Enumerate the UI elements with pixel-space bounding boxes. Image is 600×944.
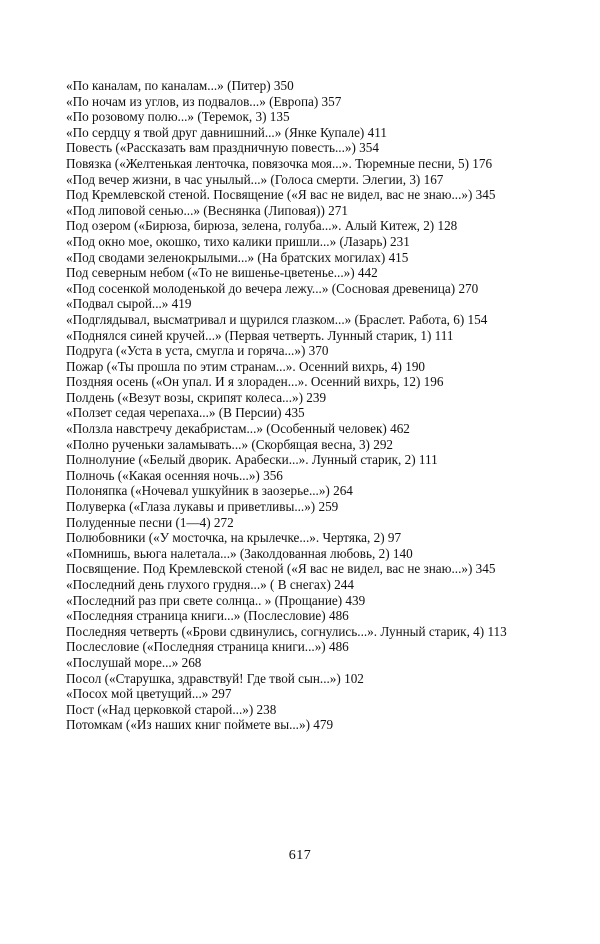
index-entry: «Подглядывал, высматривал и щурился глазком...» (Браслет. Работа, 6) 154 — [66, 311, 488, 327]
index-entry: «Последняя страница книги...» (Послесловие) 486 — [66, 608, 349, 624]
page-number: 617 — [288, 848, 312, 863]
index-entry: «Под липовой сенью...» (Веснянка (Липовая)) 271 — [66, 202, 348, 218]
index-entry: Пост («Над церковкой старой...») 238 — [66, 701, 277, 717]
index-entry: Поздняя осень («Он упал. И я злораден...». Осенний вихрь, 12) 196 — [66, 374, 444, 390]
index-entry: «Посох мой цветущий...» 297 — [66, 686, 232, 702]
index-entry: Полнолуние («Белый дворик. Арабески...». Лунный старик, 2) 111 — [66, 452, 438, 468]
index-entry: Послесловие («Последняя страница книги...») 486 — [66, 639, 349, 655]
index-entry: «Ползет седая черепаха...» (В Персии) 435 — [66, 405, 305, 421]
index-entry: «Подвал сырой...» 419 — [66, 296, 192, 312]
index-entry: Под северным небом («То не вишенье-цветенье...») 442 — [66, 265, 378, 281]
index-entry: «Под сосенкой молоденькой до вечера лежу...» (Сосновая древеница) 270 — [66, 280, 479, 296]
index-entry: «По каналам, по каналам...» (Питер) 350 — [66, 78, 294, 93]
index-entry: «По сердцу я твой друг давнишний...» (Янке Купале) 411 — [66, 124, 387, 140]
index-entry: «Поднялся синей кручей...» (Первая четверть. Лунный старик, 1) 111 — [66, 327, 454, 343]
index-entry: Пожар («Ты прошла по этим странам...». Осенний вихрь, 4) 190 — [66, 358, 426, 374]
index-entry: «Последний день глухого грудня...» ( В снегах) 244 — [66, 577, 354, 592]
index-list — [66, 78, 536, 733]
index-entry: «Под окно мое, окошко, тихо калики пришли...» (Лазарь) 231 — [66, 233, 410, 249]
index-entry: Полуденные песни (1—4) 272 — [66, 514, 234, 530]
index-entry: «Последний раз при свете солнца.. » (Прощание) 439 — [66, 592, 366, 608]
index-entry: «Полно рученьки заламывать...» (Скорбящая весна, 3) 292 — [66, 436, 394, 452]
index-entry: Под озером («Бирюза, бирюза, зелена, голуба...». Алый Китеж, 2) 128 — [66, 218, 458, 234]
index-entry: Последняя четверть («Брови сдвинулись, согнулись...». Лунный старик, 4) 113 — [66, 623, 507, 639]
index-entry: Полночь («Какая осенняя ночь...») 356 — [66, 467, 283, 483]
index-entry: «Под вечер жизни, в час унылый...» (Голоса смерти. Элегии, 3) 167 — [66, 171, 444, 187]
index-entry: «Под сводами зеленокрылыми...» (На братских могилах) 415 — [66, 249, 409, 265]
index-entry: Полдень («Везут возы, скрипят колеса...») 239 — [66, 389, 327, 405]
index-entry: «Послушай море...» 268 — [66, 654, 202, 670]
index-entry: Подруга («Уста в уста, смугла и горяча...») 370 — [66, 343, 329, 359]
index-entry: Повязка («Желтенькая ленточка, повязочка моя...». Тюремные песни, 5) 176 — [66, 155, 493, 171]
index-entry: Потомкам («Из наших книг поймете вы...») 479 — [66, 717, 334, 733]
index-entry: Под Кремлевской стеной. Посвящение («Я вас не видел, вас не знаю...») 345 — [66, 187, 496, 203]
index-entry: Полуверка («Глаза лукавы и приветливы...») 259 — [66, 499, 339, 515]
index-entry: «По ночам из углов, из подвалов...» (Европа) 357 — [66, 93, 342, 109]
index-entry: Полюбовники («У мосточка, на крылечке...». Чертяка, 2) 97 — [66, 530, 402, 546]
index-entry: Повесть («Рассказать вам праздничную повесть...») 354 — [66, 140, 379, 156]
index-entry: «По розовому полю...» (Теремок, 3) 135 — [66, 109, 290, 125]
index-entry: Посвящение. Под Кремлевской стеной («Я вас не видел, вас не знаю...») 345 — [66, 561, 496, 577]
index-entry: Полоняпка («Ночевал ушкуйник в заозерье...») 264 — [66, 483, 353, 499]
index-entry: «Ползла навстречу декабристам...» (Особенный человек) 462 — [66, 421, 410, 437]
index-entry: Посол («Старушка, здравствуй! Где твой сын...») 102 — [66, 670, 364, 686]
index-entry: «Помнишь, вьюга налетала...» (Заколдованная любовь, 2) 140 — [66, 545, 413, 561]
